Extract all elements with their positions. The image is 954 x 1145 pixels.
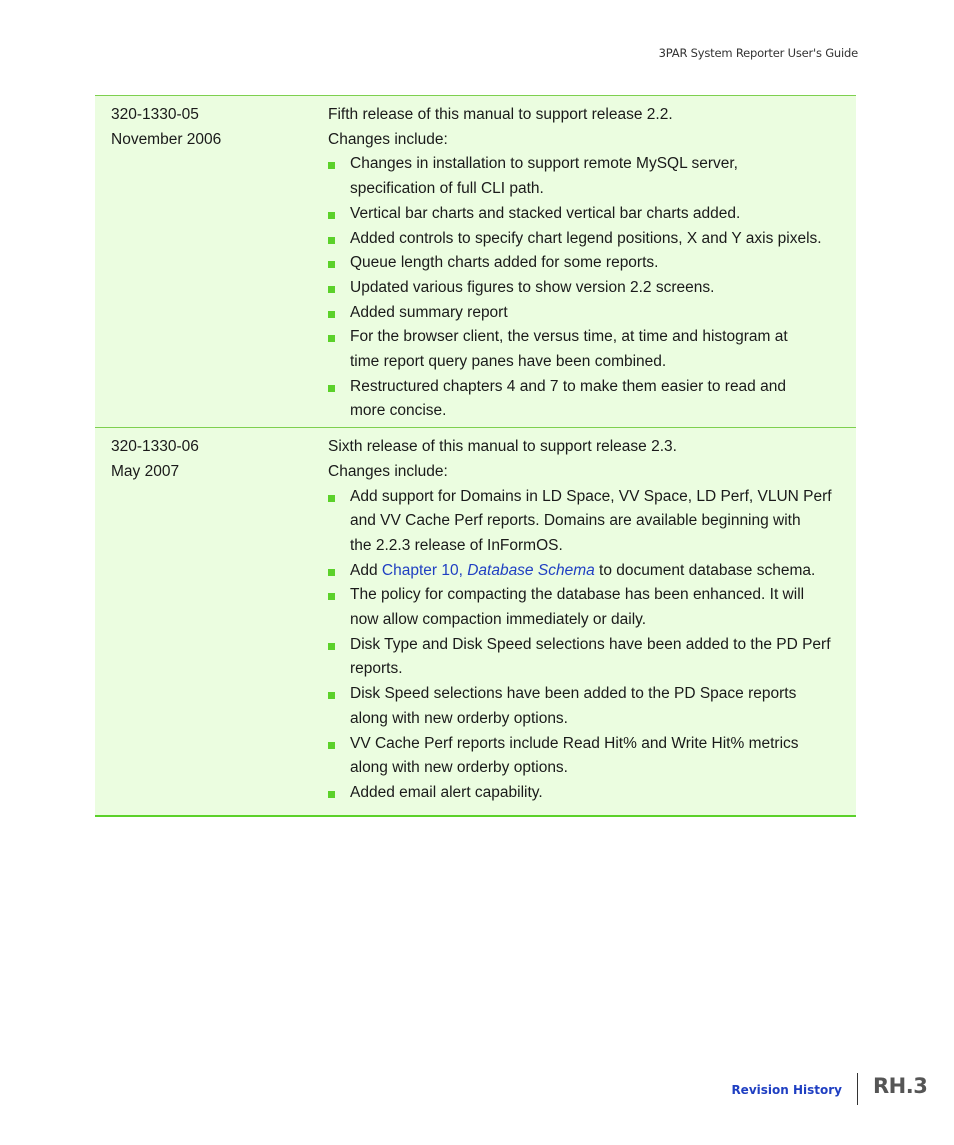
change-item: Added email alert capability. <box>328 781 856 806</box>
part-number: 320-1330-06 <box>111 438 199 456</box>
revision-summary: Fifth release of this manual to support release 2.2. <box>328 106 673 123</box>
chapter-10-link[interactable]: Chapter 10, Database Schema <box>381 561 595 579</box>
bullet-icon <box>328 742 335 749</box>
bullet-icon <box>328 569 335 576</box>
revision-description-cell <box>328 103 856 424</box>
bullet-icon <box>328 286 335 293</box>
footer-divider <box>857 1073 858 1105</box>
change-item: Vertical bar charts and stacked vertical bar charts added. <box>328 202 856 227</box>
bullet-icon <box>328 495 335 502</box>
bullet-icon <box>328 212 335 219</box>
change-item: Disk Type and Disk Speed selections have been added to the PD Perf reports. <box>328 633 856 682</box>
bullet-icon <box>328 261 335 268</box>
changes-intro: Changes include: <box>328 462 448 480</box>
revision-id-cell <box>95 435 328 806</box>
change-item: For the browser client, the versus time, at time and histogram at time report query panes have been combined. <box>328 325 856 374</box>
bullet-icon <box>328 385 335 392</box>
change-item: The policy for compacting the database has been enhanced. It will now allow compaction immediately or daily. <box>328 583 856 632</box>
change-item: Add Chapter 10, Database Schema to document database schema. <box>328 559 856 584</box>
revision-row <box>95 428 856 817</box>
change-item: Changes in installation to support remote MySQL server, specification of full CLI path. <box>328 152 856 201</box>
revision-row <box>95 96 856 428</box>
footer-section-link[interactable]: Revision History <box>731 1083 842 1097</box>
revision-id-cell <box>95 103 328 424</box>
bullet-icon <box>328 643 335 650</box>
changes-list <box>328 485 856 806</box>
change-item: Added controls to specify chart legend positions, X and Y axis pixels. <box>328 227 856 252</box>
bullet-icon <box>328 791 335 798</box>
bullet-icon <box>328 593 335 600</box>
revision-summary: Sixth release of this manual to support release 2.3. <box>328 438 677 456</box>
page-number: RH.3 <box>873 1074 928 1098</box>
bullet-icon <box>328 692 335 699</box>
change-item: Queue length charts added for some reports. <box>328 251 856 276</box>
revision-date: November 2006 <box>111 130 222 148</box>
changes-list <box>328 152 856 424</box>
bullet-icon <box>328 162 335 169</box>
revision-description-cell <box>328 435 856 806</box>
bullet-icon <box>328 335 335 342</box>
change-item: VV Cache Perf reports include Read Hit% and Write Hit% metrics along with new orderby options. <box>328 732 856 781</box>
bullet-icon <box>328 237 335 244</box>
changes-intro: Changes include: <box>328 130 448 148</box>
part-number: 320-1330-05 <box>111 106 199 123</box>
change-item: Restructured chapters 4 and 7 to make them easier to read and more concise. <box>328 375 856 424</box>
change-item: Disk Speed selections have been added to the PD Space reports along with new orderby options. <box>328 682 856 731</box>
change-item: Add support for Domains in LD Space, VV Space, LD Perf, VLUN Perf and VV Cache Perf reports. Domains are available beginning with the 2.2.3 release of InFormOS. <box>328 485 856 559</box>
revision-date: May 2007 <box>111 462 180 480</box>
bullet-icon <box>328 311 335 318</box>
revision-history-table <box>95 95 856 817</box>
running-header: 3PAR System Reporter User's Guide <box>658 46 858 60</box>
change-item: Added summary report <box>328 301 856 326</box>
change-item: Updated various figures to show version 2.2 screens. <box>328 276 856 301</box>
